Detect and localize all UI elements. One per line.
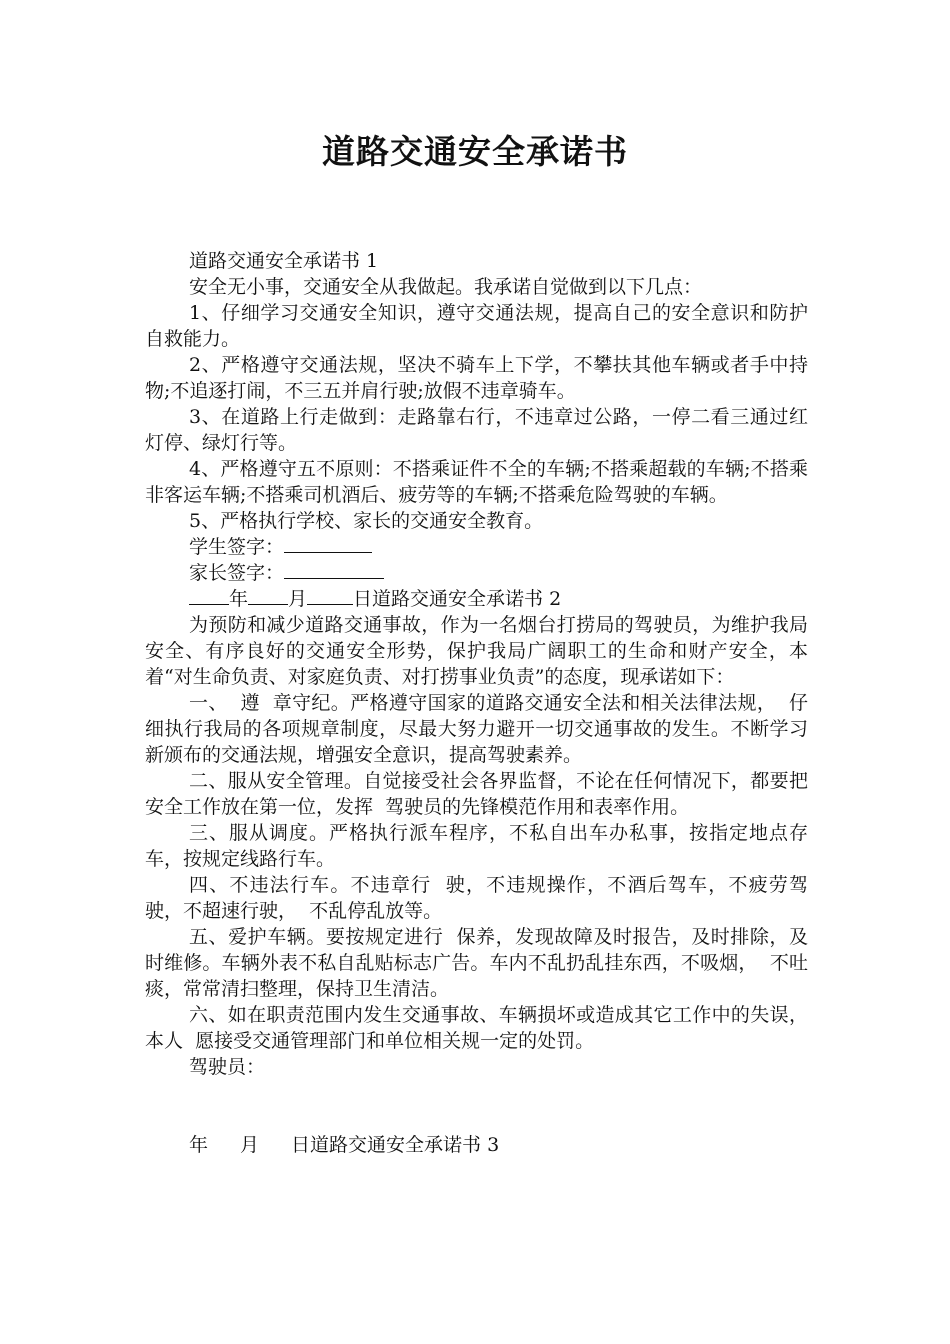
student-sign-label: 学生签字：	[189, 536, 285, 558]
document-title: 道路交通安全承诺书	[322, 132, 628, 171]
year-blank	[189, 586, 229, 605]
section1-item: 3、在道路上行走做到：走路靠右行，不违章过公路，一停二看三通过红灯停、绿灯行等。	[145, 406, 808, 454]
student-sign-blank	[284, 534, 372, 553]
date-year-label: 年	[229, 588, 249, 610]
section2-item: 一、 遵 章守纪。严格遵守国家的道路交通安全法和相关法律法规， 仔细执行我局的各项规章制度，尽最大努力避开一切交通事故的发生。不断学习新颁布的交通法规，增强安全意识，提高驾驶素养。	[145, 692, 808, 766]
section2-item: 三、服从调度。严格执行派车程序，不私自出车办私事，按指定地点存车，按规定线路行车。	[145, 822, 808, 870]
section1-date-and-section2-heading	[145, 586, 808, 612]
parent-sign-label: 家长签字：	[189, 562, 285, 584]
section2-date-and-section3-heading	[145, 1132, 808, 1158]
document-body	[145, 248, 808, 1158]
parent-signature-line	[145, 560, 808, 586]
section3-heading: 道路交通安全承诺书 3	[310, 1134, 500, 1156]
date-month-label: 月	[240, 1134, 260, 1156]
parent-sign-blank	[284, 560, 384, 579]
date-day-label: 日	[291, 1134, 311, 1156]
section1-item: 1、仔细学习交通安全知识，遵守交通法规，提高自己的安全意识和防护自救能力。	[145, 302, 808, 350]
section2-heading: 道路交通安全承诺书 2	[372, 588, 562, 610]
section2-item: 六、如在职责范围内发生交通事故、车辆损坏或造成其它工作中的失误，本人 愿接受交通管理部门和单位相关规一定的处罚。	[145, 1004, 808, 1052]
vertical-gap	[145, 1080, 808, 1132]
date-month-label: 月	[288, 588, 308, 610]
section1-item: 4、严格遵守五不原则：不搭乘证件不全的车辆;不搭乘超载的车辆;不搭乘非客运车辆;不搭乘司机酒后、疲劳等的车辆;不搭乘危险驾驶的车辆。	[145, 458, 808, 506]
section1-heading: 道路交通安全承诺书 1	[189, 250, 379, 272]
section2-item: 五、爱护车辆。要按规定进行 保养，发现故障及时报告，及时排除，及时维修。车辆外表不私自乱贴标志广告。车内不乱扔乱挂东西，不吸烟， 不吐痰，常常清扫整理，保持卫生清洁。	[145, 926, 808, 1000]
section1-item: 5、严格执行学校、家长的交通安全教育。	[189, 510, 544, 532]
driver-sign-label: 驾驶员：	[189, 1056, 266, 1078]
section1-item: 2、严格遵守交通法规，坚决不骑车上下学，不攀扶其他车辆或者手中持物;不追逐打闹，不三五并肩行驶;放假不违章骑车。	[145, 354, 808, 402]
section2-item: 四、不违法行车。不违章行 驶，不违规操作，不酒后驾车，不疲劳驾驶，不超速行驶， 不乱停乱放等。	[145, 874, 808, 922]
date-year-label: 年	[189, 1134, 209, 1156]
student-signature-line	[145, 534, 808, 560]
section1-intro: 安全无小事，交通安全从我做起。我承诺自觉做到以下几点：	[189, 276, 703, 298]
month-blank	[248, 586, 288, 605]
date-day-label: 日	[353, 588, 373, 610]
day-blank	[307, 586, 353, 605]
section2-intro: 为预防和减少道路交通事故，作为一名烟台打捞局的驾驶员，为维护我局安全、有序良好的交通安全形势，保护我局广阔职工的生命和财产安全，本着“对生命负责、对家庭负责、对打捞事业负责”的态度，现承诺如下：	[145, 614, 808, 688]
section2-item: 二、服从安全管理。自觉接受社会各界监督，不论在任何情况下，都要把安全工作放在第一位，发挥 驾驶员的先锋模范作用和表率作用。	[145, 770, 808, 818]
